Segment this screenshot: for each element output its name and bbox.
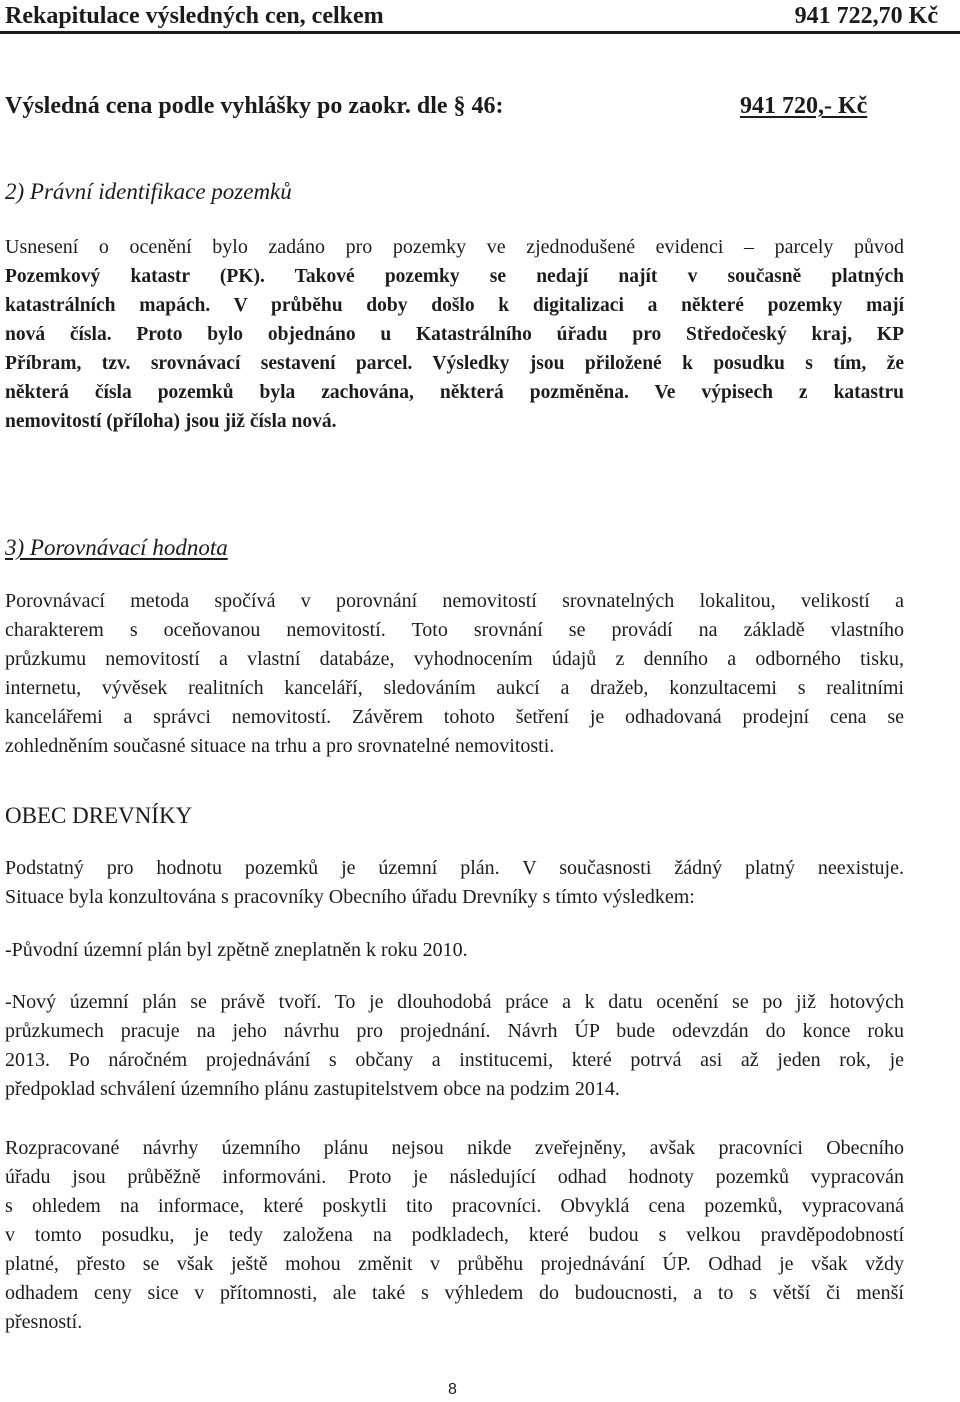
paragraph-line: Příbram, tzv. srovnávací sestavení parcel. Výsledky jsou přiložené k posudku s tím, že xyxy=(5,353,904,374)
section-symbol: § xyxy=(453,93,466,119)
paragraph-line: Usnesení o ocenění bylo zadáno pro pozemky ve zjednodušené evidenci – parcely původ xyxy=(5,236,904,258)
obec-paragraph-3 xyxy=(5,988,904,1104)
paragraph-line: předpoklad schválení územního plánu zastupitelstvem obce na podzim 2014. xyxy=(5,1078,620,1100)
paragraph-line: Porovnávací metoda spočívá v porovnání nemovitostí srovnatelných lokalitou, velikostí a xyxy=(5,590,904,612)
result-value: 941 720,- Kč xyxy=(740,93,868,119)
paragraph-line: s ohledem na informace, které poskytli tito pracovníci. Obvyklá cena pozemků, vypracovaná xyxy=(5,1195,904,1217)
paragraph-line: kancelářemi a správci nemovitostí. Závěrem tohoto šetření je odhadovaná prodejní cena se xyxy=(5,706,904,728)
section-number: 46: xyxy=(471,93,504,119)
obec-heading: OBEC DREVNÍKY xyxy=(5,803,193,828)
result-label-text: Výsledná cena podle vyhlášky po zaokr. dle xyxy=(5,93,448,119)
paragraph-line: přesností. xyxy=(5,1311,83,1333)
paragraph-line: Pozemkový katastr (PK). Takové pozemky se nedají najít v současně platných xyxy=(5,266,904,287)
paragraph-line: katastrálních mapách. V průběhu doby došlo k digitalizaci a některé pozemky mají xyxy=(5,295,904,316)
section2-paragraph xyxy=(5,233,904,436)
paragraph-line: nemovitostí (příloha) jsou již čísla nová. xyxy=(5,411,337,432)
paragraph-line: průzkumech pracuje na jeho návrhu pro projednání. Návrh ÚP bude odevzdán do konce roku xyxy=(5,1020,904,1042)
paragraph-line: úřadu jsou průběžně informováni. Proto je následující odhad hodnoty pozemků vypracován xyxy=(5,1166,904,1188)
paragraph-line: některá čísla pozemků byla zachována, některá pozměněna. Ve výpisech z katastru xyxy=(5,382,904,403)
summary-rule xyxy=(0,31,960,34)
section2-heading: 2) Právní identifikace pozemků xyxy=(5,179,292,204)
section3-paragraph xyxy=(5,587,904,761)
paragraph-line: průzkumu nemovitostí a vlastní databáze, vyhodnocením údajů z denního a odborného tisku, xyxy=(5,648,904,670)
paragraph-line: odhadem ceny sice v přítomnosti, ale také s výhledem do budoucnosti, a to s větší či menší xyxy=(5,1282,904,1304)
obec-paragraph-4 xyxy=(5,1134,904,1337)
paragraph-line: Situace byla konzultována s pracovníky Obecního úřadu Drevníky s tímto výsledkem: xyxy=(5,886,695,908)
paragraph-line: platné, přesto se však ještě mohou změnit v průběhu projednávání ÚP. Odhad je však vždy xyxy=(5,1253,904,1275)
paragraph-line: nová čísla. Proto bylo objednáno u Katastrálního úřadu pro Středočeský kraj, KP xyxy=(5,324,904,345)
paragraph-line: v tomto posudku, je tedy založena na podkladech, které budou s velkou pravděpodobností xyxy=(5,1224,904,1246)
summary-value: 941 722,70 Kč xyxy=(794,3,938,29)
paragraph-line: zohledněním současné situace na trhu a pro srovnatelné nemovitosti. xyxy=(5,735,555,757)
obec-paragraph-2 xyxy=(5,936,904,965)
paragraph-line: internetu, vývěsek realitních kanceláří, sledováním aukcí a dražeb, konzultacemi s realitními xyxy=(5,677,904,699)
summary-label: Rekapitulace výsledných cen, celkem xyxy=(5,3,384,29)
paragraph-line: -Nový územní plán se právě tvoří. To je dlouhodobá práce a k datu ocenění se po již hotových xyxy=(5,991,904,1013)
section3-heading: 3) Porovnávací hodnota xyxy=(5,535,228,560)
page-number: 8 xyxy=(448,1381,457,1398)
paragraph-line: -Původní územní plán byl zpětně zneplatněn k roku 2010. xyxy=(5,939,468,961)
result-label xyxy=(5,92,504,120)
paragraph-line: Podstatný pro hodnotu pozemků je územní plán. V současnosti žádný platný neexistuje. xyxy=(5,857,904,879)
paragraph-line: Rozpracované návrhy územního plánu nejsou nikde zveřejněny, avšak pracovníci Obecního xyxy=(5,1137,904,1159)
paragraph-line: 2013. Po náročném projednávání s občany a institucemi, které potrvá asi až jeden rok, je xyxy=(5,1049,904,1071)
paragraph-line: charakterem s oceňovanou nemovitostí. Toto srovnání se provádí na základě vlastního xyxy=(5,619,904,641)
obec-paragraph-1 xyxy=(5,854,904,912)
